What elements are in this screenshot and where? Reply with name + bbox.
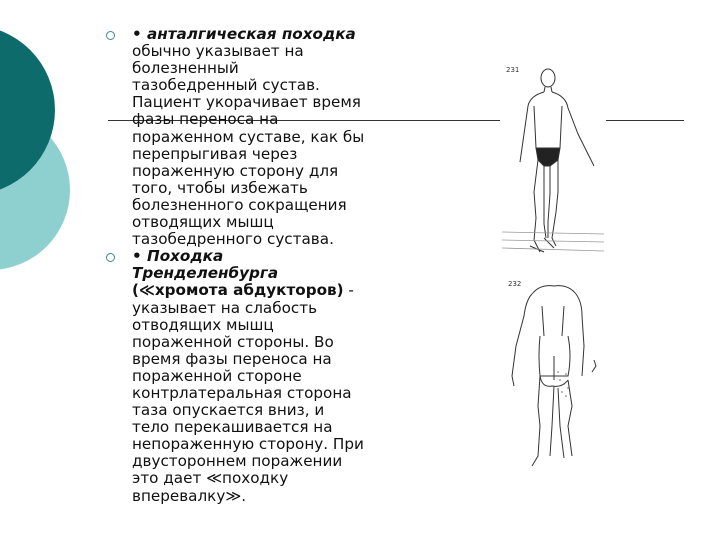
item-body: - указывает на слабость отводящих мышц пораженной стороны. Во время фазы переноса на пораженной стороне контрлатеральная сторона таза опускается вниз, и тело перекашивается на непораженную сторону. При двустороннем поражении это дает ≪походку вперевалку≫.: [132, 281, 364, 505]
decorative-circles: [0, 0, 110, 300]
figure-trendelenburg-gait: [502, 276, 606, 472]
text-content: [106, 26, 406, 505]
walking-man-front-illustration: [500, 62, 606, 262]
figure-number: 232: [508, 280, 522, 288]
circle-bullet-icon: [106, 31, 115, 40]
figure-antalgic-gait: [500, 62, 606, 262]
man-back-view-illustration: [502, 276, 606, 472]
circle-bullet-icon: [106, 253, 115, 262]
figure-number: 231: [506, 66, 520, 74]
item-heading: • анталгическая походка: [132, 25, 356, 43]
item-heading: • Походка Тренделенбурга: [132, 247, 279, 283]
item-body: обычно указывает на болезненный тазобедренный сустав. Пациент укорачивает время фазы переноса на пораженном суставе, как бы перепрыгивая через пораженную сторону для того, чтобы избежать болезненного сокращения отводящих мышц тазобедренного сустава.: [132, 42, 365, 249]
list-item-trendelenburg: [106, 248, 406, 504]
item-heading-secondary: (≪хромота абдукторов): [132, 281, 344, 300]
list-item-antalgic: [106, 26, 406, 248]
